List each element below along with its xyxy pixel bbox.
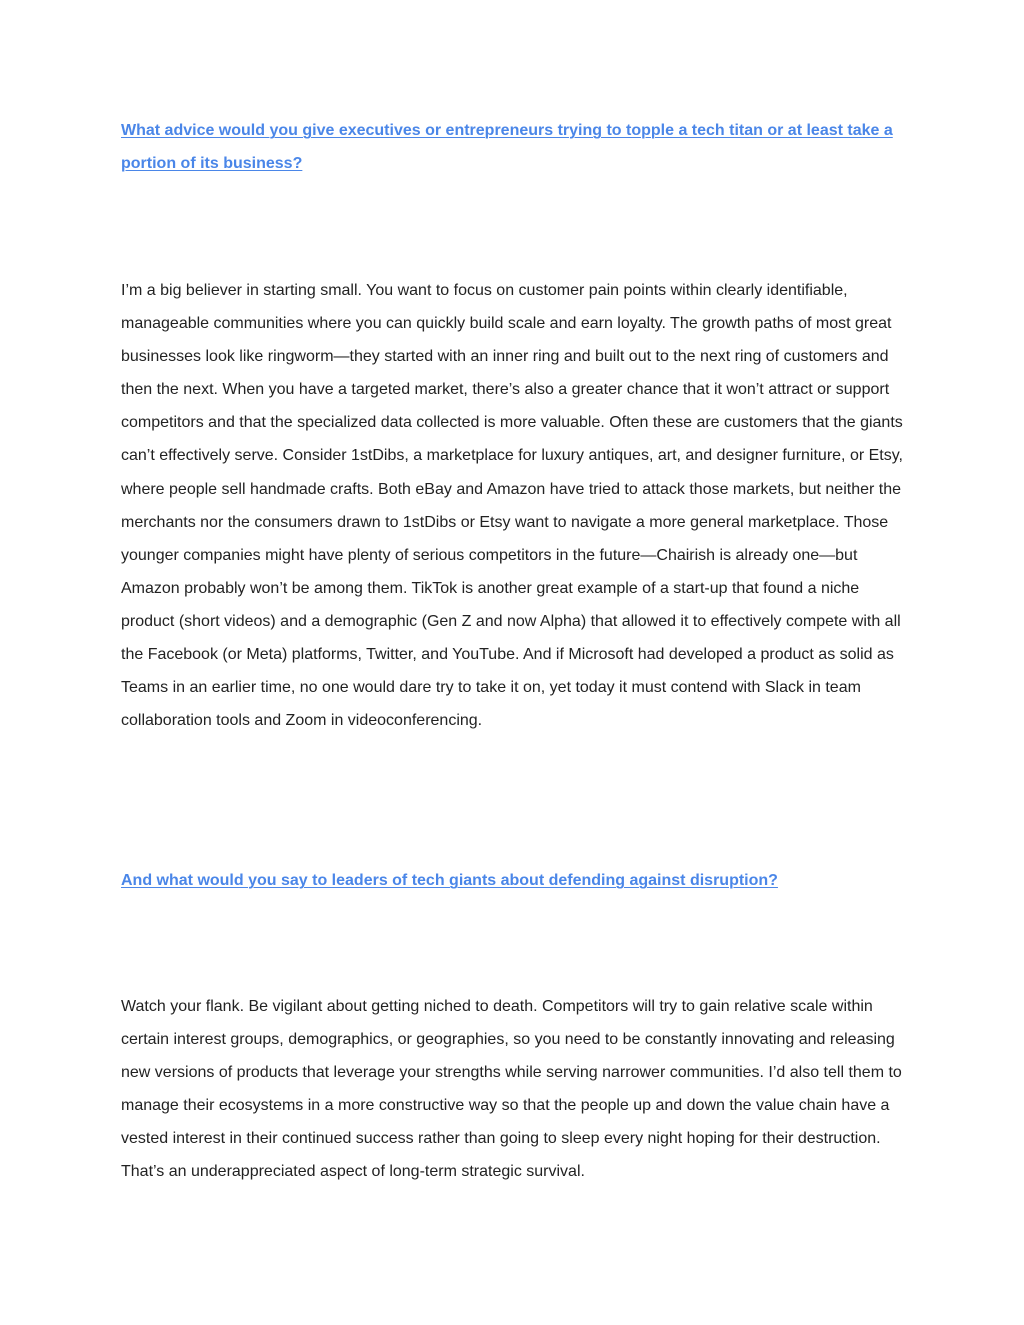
- question-link-disruption[interactable]: And what would you say to leaders of tech giants about defending against disruption?: [121, 872, 778, 889]
- answer-paragraph-advice: I’m a big believer in starting small. You want to focus on customer pain points within clearly identifiable, manageable communities where you can quickly build scale and earn loyalty. The growth paths of most great businesses look like ringworm—they started with an inner ring and built out to the next ring of customers and then the next. When you have a targeted market, there’s also a greater chance that it won’t attract or support competitors and that the specialized data collected is more valuable. Often these are customers that the giants can’t effectively serve. Consider 1stDibs, a marketplace for luxury antiques, art, and designer furniture, or Etsy, where people sell handmade crafts. Both eBay and Amazon have tried to attack those markets, but neither the merchants nor the consumers drawn to 1stDibs or Etsy want to navigate a more general marketplace. Those younger companies might have plenty of serious competitors in the future—Chairish is already one—but Amazon probably won’t be among them. TikTok is another great example of a start-up that found a niche product (short videos) and a demographic (Gen Z and now Alpha) that allowed it to effectively compete with all the Facebook (or Meta) platforms, Twitter, and YouTube. And if Microsoft had developed a product as solid as Teams in an earlier time, no one would dare try to take it on, yet today it must contend with Slack in team collaboration tools and Zoom in videoconferencing.: [121, 282, 903, 730]
- question-link-advice[interactable]: What advice would you give executives or entrepreneurs trying to topple a tech titan or at least take a portion of its business?: [121, 122, 893, 172]
- answer-paragraph-disruption: Watch your flank. Be vigilant about getting niched to death. Competitors will try to gain relative scale within certain interest groups, demographics, or geographies, so you need to be constantly innovating and releasing new versions of products that leverage your strengths while serving narrower communities. I’d also tell them to manage their ecosystems in a more constructive way so that the people up and down the value chain have a vested interest in their continued success rather than going to sleep every night hoping for their destruction. That’s an underappreciated aspect of long-term strategic survival.: [121, 998, 902, 1181]
